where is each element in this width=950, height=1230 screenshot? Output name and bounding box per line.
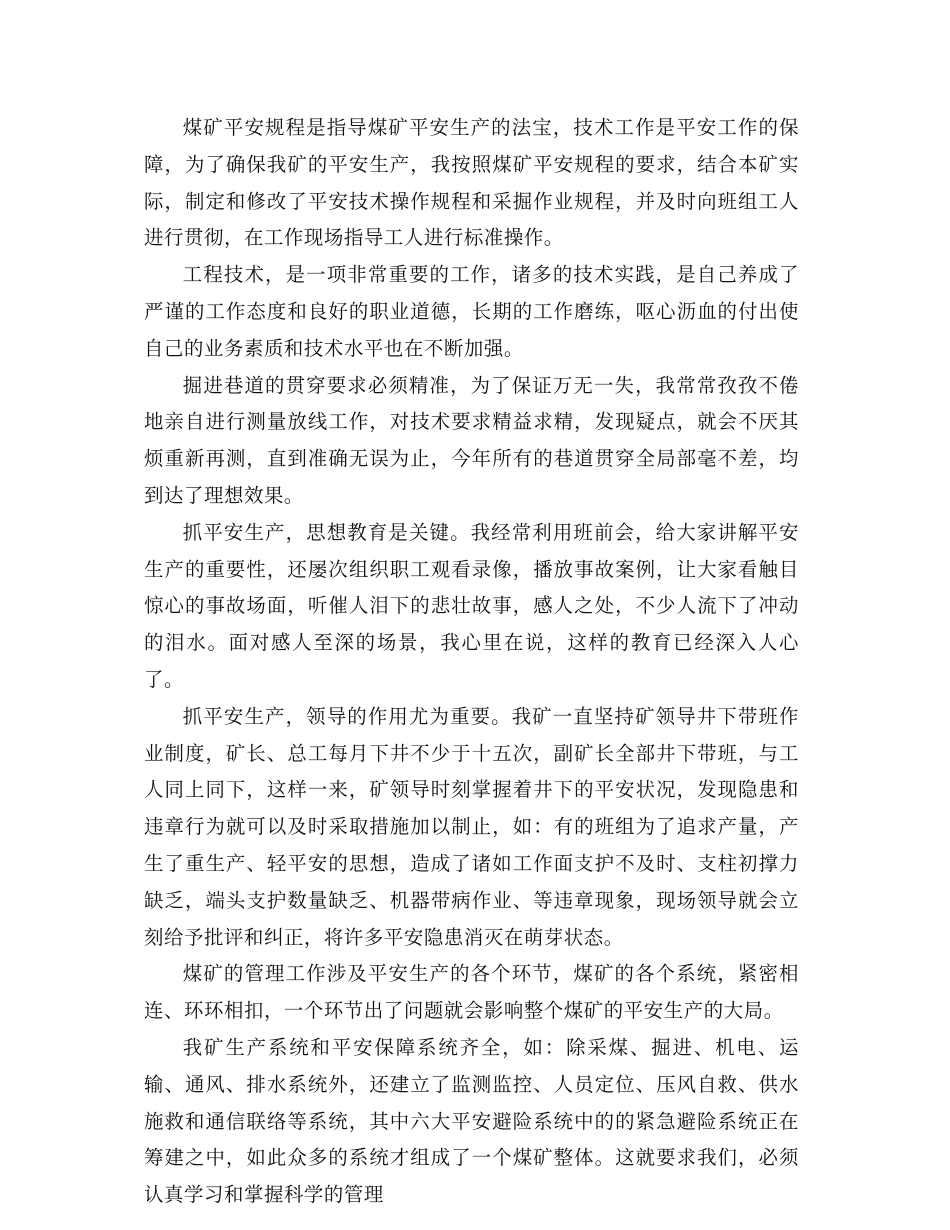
paragraph-tunnel-survey: 掘进巷道的贯穿要求必须精准，为了保证万无一失，我常常孜孜不倦地亲自进行测量放线工作，对技术要求精益求精，发现疑点，就会不厌其烦重新再测，直到准确无误为止，今年所有的巷道贯穿全局部毫不差，均到达了理想效果。 <box>144 373 799 507</box>
paragraph-leadership-role: 抓平安生产，领导的作用尤为重要。我矿一直坚持矿领导井下带班作业制度，矿长、总工每月下井不少于十五次，副矿长全部井下带班，与工人同上同下，这样一来，矿领导时刻掌握着井下的平安状况，发现隐患和违章行为就可以及时采取措施加以制止，如：有的班组为了追求产量，产生了重生产、轻平安的思想，造成了诸如工作面支护不及时、支柱初撑力缺乏，端头支护数量缺乏、机器带病作业、等违章现象，现场领导就会立刻给予批评和纠正，将许多平安隐患消灭在萌芽状态。 <box>144 704 799 949</box>
paragraph-engineering-technology: 工程技术，是一项非常重要的工作，诸多的技术实践，是自己养成了严谨的工作态度和良好的职业道德，长期的工作磨练，呕心沥血的付出使自己的业务素质和技术水平也在不断加强。 <box>144 263 799 360</box>
document-body <box>144 110 799 1214</box>
paragraph-safety-regulations: 煤矿平安规程是指导煤矿平安生产的法宝，技术工作是平安工作的保障，为了确保我矿的平安生产，我按照煤矿平安规程的要求，结合本矿实际，制定和修改了平安技术操作规程和采掘作业规程，并及时向班组工人进行贯彻，在工作现场指导工人进行标准操作。 <box>144 116 799 250</box>
paragraph-safety-education: 抓平安生产，思想教育是关键。我经常利用班前会，给大家讲解平安生产的重要性，还屡次组织职工观看录像，播放事故案例，让大家看触目惊心的事故场面，听催人泪下的悲壮故事，感人之处，不少人流下了冲动的泪水。面对感人至深的场景，我心里在说，这样的教育已经深入人心了。 <box>144 520 799 691</box>
paragraph-management-links: 煤矿的管理工作涉及平安生产的各个环节，煤矿的各个系统，紧密相连、环环相扣，一个环节出了问题就会影响整个煤矿的平安生产的大局。 <box>144 962 799 1023</box>
paragraph-production-systems: 我矿生产系统和平安保障系统齐全，如：除采煤、掘进、机电、运输、通风、排水系统外，还建立了监测监控、人员定位、压风自救、供水施救和通信联络等系统，其中六大平安避险系统中的的紧急避险系统正在筹建之中，如此众多的系统才组成了一个煤矿整体。这就要求我们，必须认真学习和掌握科学的管理 <box>144 1035 799 1207</box>
